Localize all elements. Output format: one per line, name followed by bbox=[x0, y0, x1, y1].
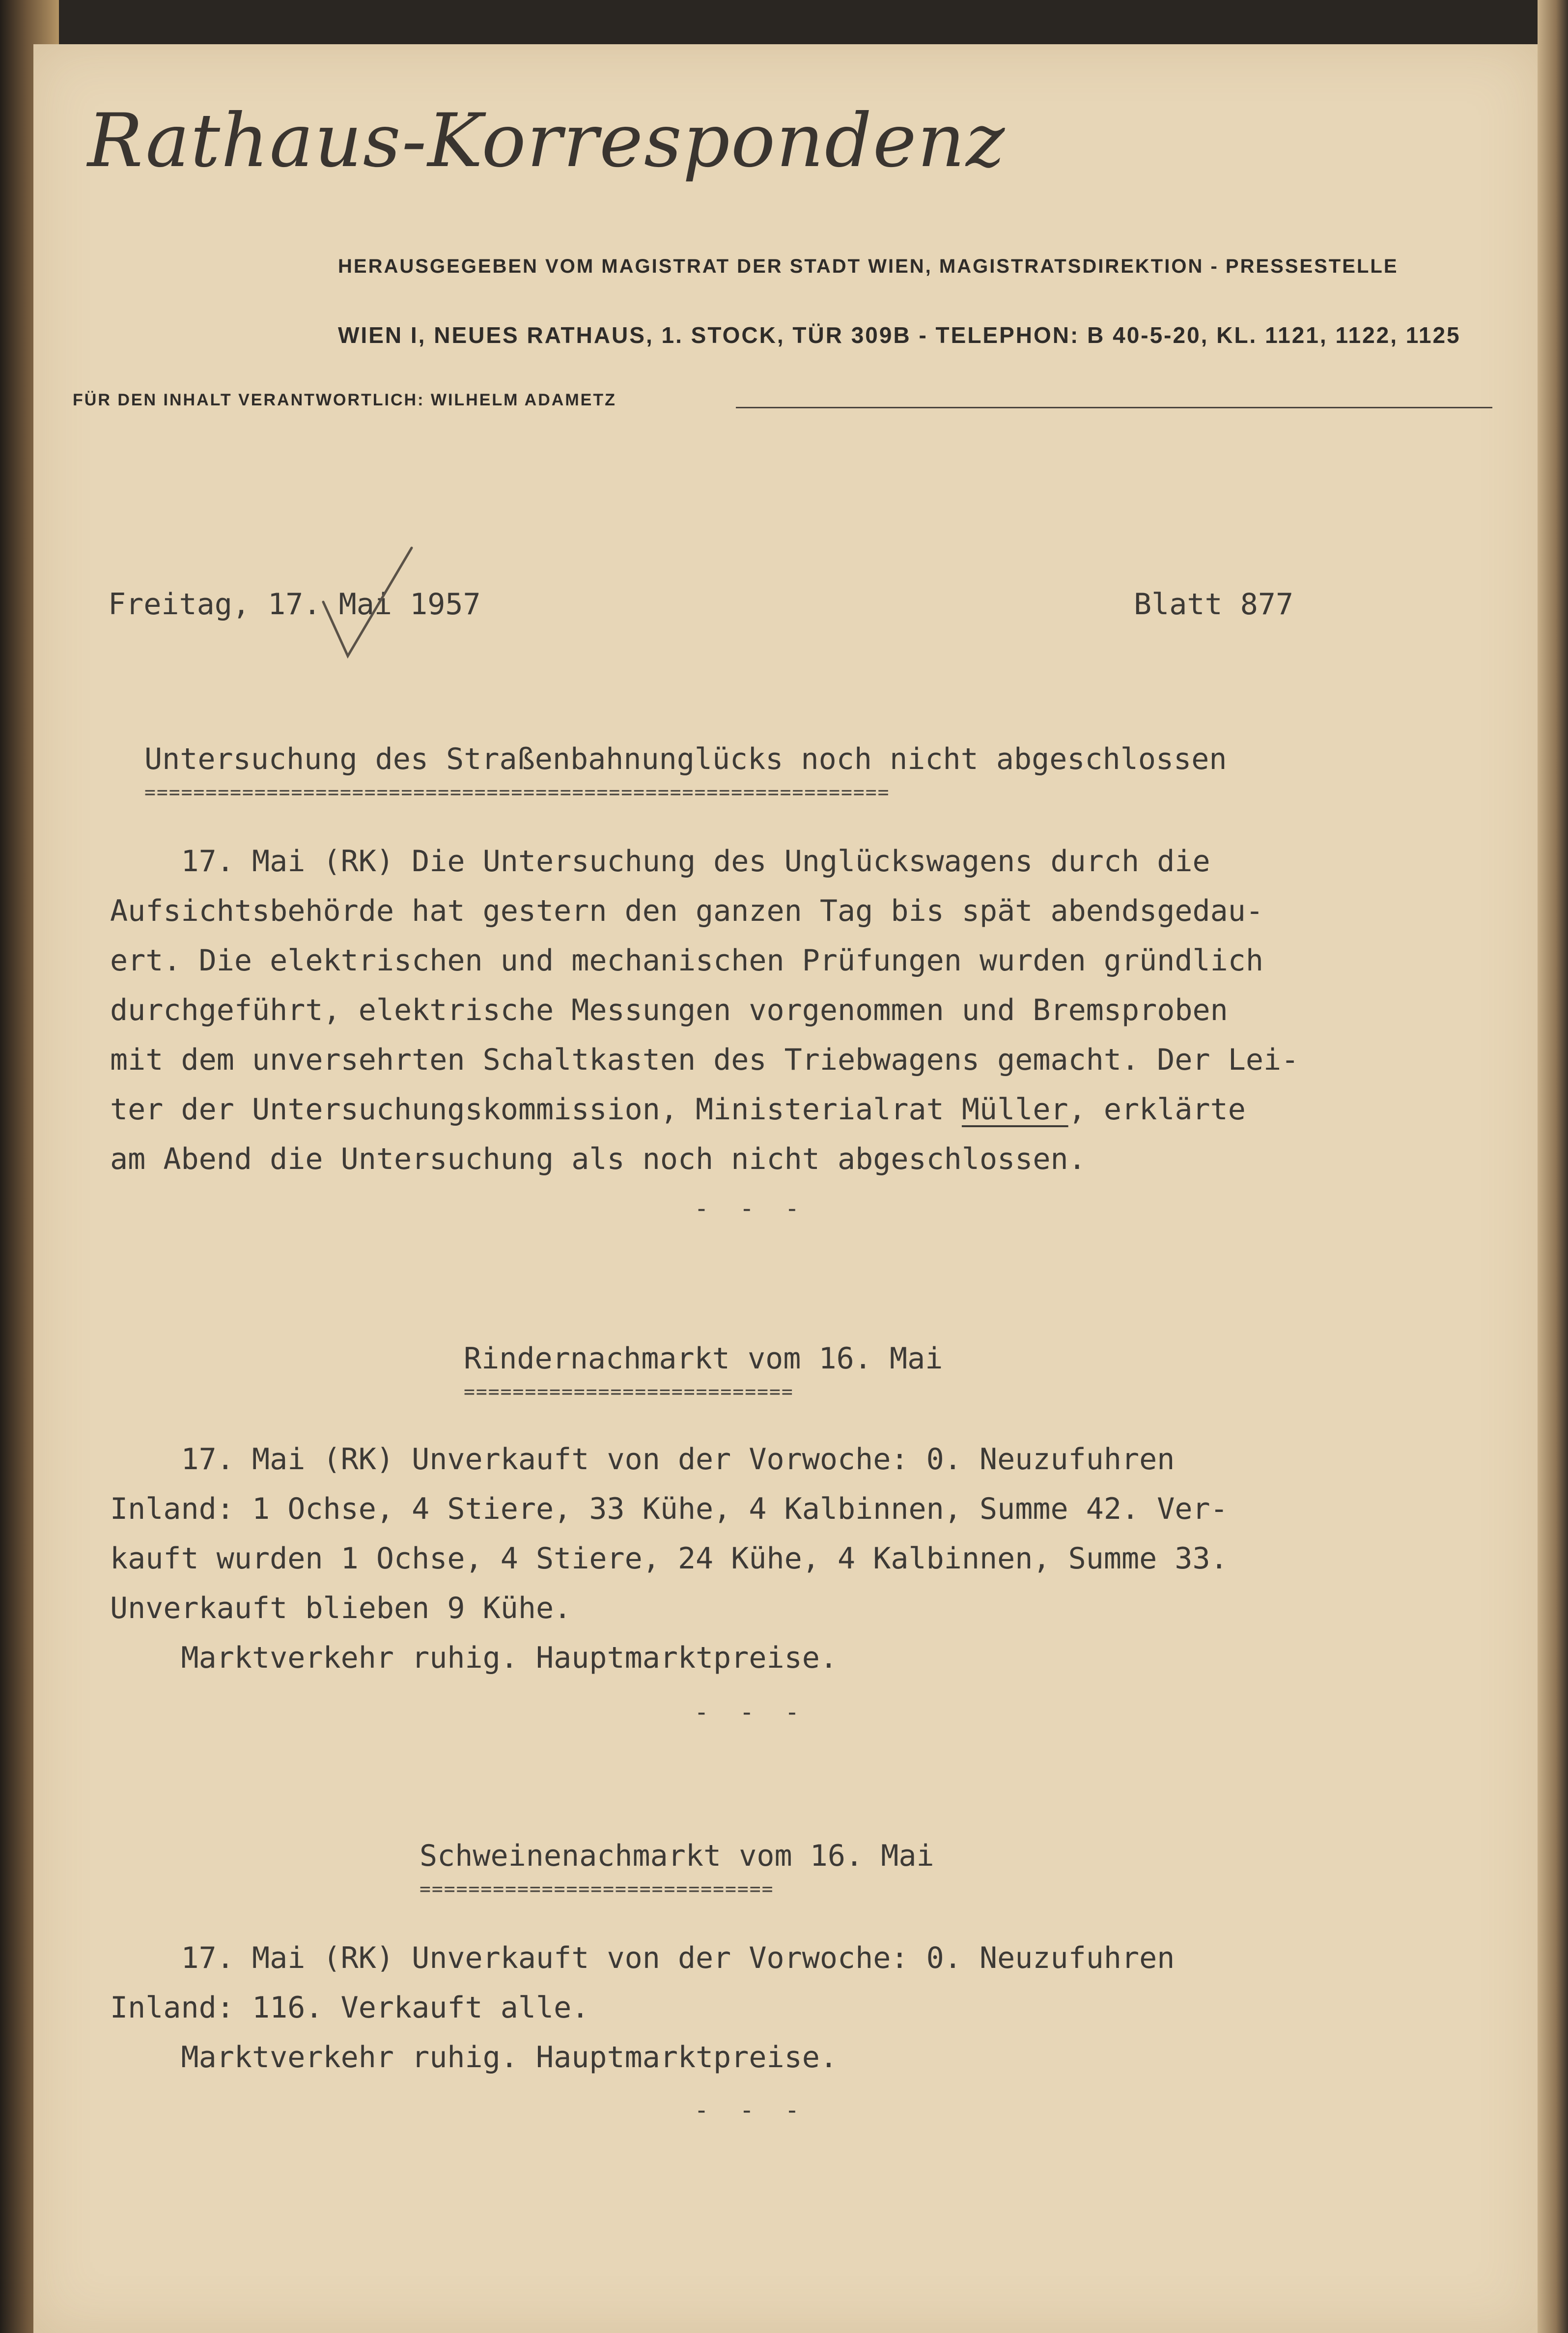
article-3-rule: ============================= bbox=[420, 1878, 774, 1900]
checkmark-icon bbox=[318, 543, 417, 661]
article-1-line-5: mit dem unversehrten Schaltkasten des Triebwagens gemacht. Der Lei- bbox=[110, 1043, 1299, 1077]
article-1-line-2: Aufsichtsbehörde hat gestern den ganzen Tag bis spät abendsgedau- bbox=[110, 894, 1263, 928]
article-1-separator: - - - bbox=[694, 1194, 808, 1223]
publisher-line: HERAUSGEGEBEN VOM MAGISTRAT DER STADT WIEN, MAGISTRATSDIREKTION - PRESSESTELLE bbox=[338, 256, 1399, 277]
underlined-name: Müller bbox=[961, 1092, 1068, 1127]
responsible-line: FÜR DEN INHALT VERANTWORTLICH: WILHELM ADAMETZ bbox=[73, 391, 616, 409]
article-3-body: 17. Mai (RK) Unverkauft von der Vorwoche: 0. Neuzufuhren Inland: 116. Verkauft alle. Marktverkehr ruhig. Hauptmarktpreise. bbox=[110, 1941, 1175, 2075]
article-1-line-7: am Abend die Untersuchung als noch nicht abgeschlossen. bbox=[110, 1142, 1086, 1176]
article-1-rule: ============================================================= bbox=[144, 781, 890, 803]
article-1-title: Untersuchung des Straßenbahnunglücks noch nicht abgeschlossen bbox=[144, 742, 1227, 776]
article-2-rule: =========================== bbox=[464, 1381, 794, 1402]
date-text: Freitag, 17. Mai 1957 bbox=[108, 587, 481, 622]
article-1-body bbox=[110, 837, 1299, 1184]
article-3-title: Schweinenachmarkt vom 16. Mai bbox=[420, 1839, 934, 1873]
article-2-body: 17. Mai (RK) Unverkauft von der Vorwoche: 0. Neuzufuhren Inland: 1 Ochse, 4 Stiere, 33 Kühe, 4 Kalbinnen, Summe 42. Ver- kauft wurden 1 Ochse, 4 Stiere, 24 Kühe, 4 Kalbinnen, Summe 33. Unverkauft blieben 9 Kühe. Marktverkehr ruhig. Hauptmarktpreise. bbox=[110, 1442, 1228, 1675]
article-2-title: Rindernachmarkt vom 16. Mai bbox=[464, 1341, 943, 1376]
sheet-number: Blatt 877 bbox=[1134, 587, 1294, 622]
article-1-line-6-end: , erklärte bbox=[1068, 1092, 1246, 1127]
article-1-line-4: durchgeführt, elektrische Messungen vorgenommen und Bremsproben bbox=[110, 993, 1228, 1027]
masthead-title: Rathaus-Korrespondenz bbox=[87, 98, 1006, 184]
responsible-rule bbox=[736, 407, 1492, 408]
article-1-line-1: 17. Mai (RK) Die Untersuchung des Unglückswagens durch die bbox=[110, 844, 1210, 879]
article-2-separator: - - - bbox=[694, 1698, 808, 1726]
document-page bbox=[33, 44, 1538, 2333]
address-line: WIEN I, NEUES RATHAUS, 1. STOCK, TÜR 309B - TELEPHON: B 40-5-20, KL. 1121, 1122, 1125 bbox=[338, 322, 1461, 348]
article-3-separator: - - - bbox=[694, 2096, 808, 2124]
page-edge bbox=[1538, 0, 1568, 2333]
article-1-line-3: ert. Die elektrischen und mechanischen Prüfungen wurden gründlich bbox=[110, 943, 1263, 978]
article-1-line-6: ter der Untersuchungskommission, Ministerialrat bbox=[110, 1092, 944, 1127]
